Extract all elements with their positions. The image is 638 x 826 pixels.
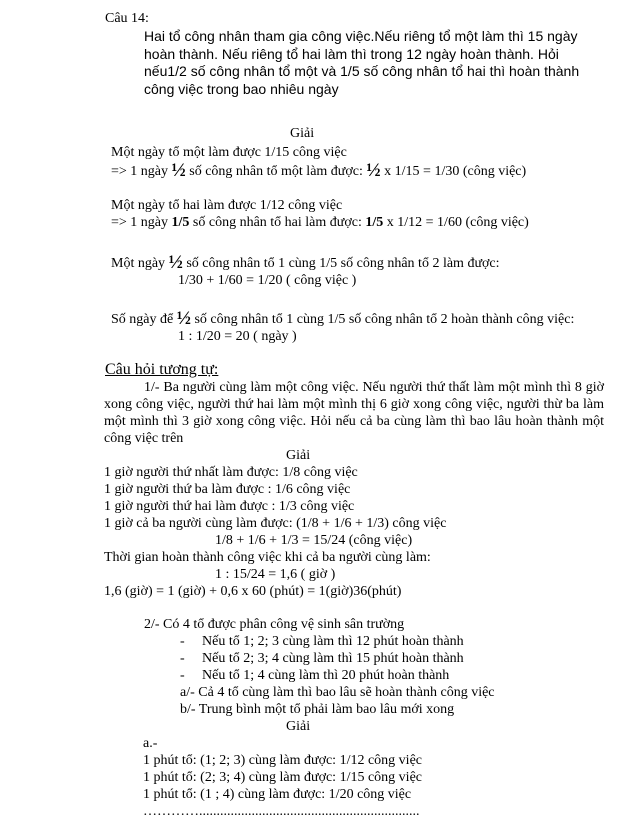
question-label: Câu 14: [105, 11, 149, 26]
solution-line: 1/30 + 1/60 = 1/20 ( công việc ) [178, 273, 357, 288]
question-b: b/- Trung bình một tổ phải làm bao lâu mới xong [180, 702, 455, 717]
solution-line: => 1 ngày ½ số công nhân tổ một làm được: ½ x 1/15 = 1/30 (công việc) [111, 160, 527, 181]
solution-line: => 1 ngày 1/5 số công nhân tổ hai làm được: 1/5 x 1/12 = 1/60 (công việc) [111, 215, 529, 230]
problem-line-3: nếu1/2 số công nhân tổ một và 1/5 số công nhân tổ hai thì hoàn thành [144, 63, 580, 79]
solution-line: 1 giờ người thứ nhất làm được: 1/8 công việc [104, 465, 358, 480]
solution-line: 1 giờ người thứ hai làm được : 1/3 công việc [104, 499, 355, 514]
solution-line: 1 giờ người thứ ba làm được : 1/6 công việc [104, 482, 351, 497]
dotted-line: …………............................................................... [143, 804, 420, 819]
solution-line: 1 phút tổ: (1; 2; 3) cùng làm được: 1/12 công việc [143, 753, 422, 768]
list-item: Nếu tổ 1; 4 cùng làm thì 20 phút hoàn thành [202, 668, 450, 683]
solution-line: Số ngày để ½ số công nhân tổ 1 cùng 1/5 số công nhân tổ 2 hoàn thành công việc: [111, 308, 575, 329]
problem-line-1: Hai tổ công nhân tham gia công việc.Nếu riêng tổ một làm thì 15 ngày [144, 28, 578, 44]
solution-line: 1 : 15/24 = 1,6 ( giờ ) [215, 567, 336, 582]
problem-line: 2/- Có 4 tổ được phân công vệ sinh sân trường [144, 617, 405, 632]
solution-line: Một ngày tổ hai làm được 1/12 công việc [111, 198, 343, 213]
solution-heading: Giải [286, 448, 311, 463]
section-heading: Câu hỏi tương tự: [105, 361, 219, 378]
solution-line: 1 phút tổ: (2; 3; 4) cùng làm được: 1/15 công việc [143, 770, 422, 785]
list-bullet: - [180, 651, 185, 666]
list-item: Nếu tổ 2; 3; 4 cùng làm thì 15 phút hoàn thành [202, 651, 464, 666]
solution-line: 1 giờ cả ba người cùng làm được: (1/8 + 1/6 + 1/3) công việc [104, 516, 447, 531]
problem-paragraph: 1/- Ba người cùng làm một công việc. Nếu người thứ thất làm một mình thì 8 giờ xong công việc, người thứ hai làm một mình thị 6 giờ xong công việc, người thừ ba làm một mình thì 3 giờ xong công việc. Hỏi nếu cả ba cùng làm thì bao lâu hoàn thành một công việc trên [104, 380, 604, 446]
solution-line: 1,6 (giờ) = 1 (giờ) + 0,6 x 60 (phút) = 1(giờ)36(phút) [104, 584, 402, 599]
solution-line: 1/8 + 1/6 + 1/3 = 15/24 (công việc) [215, 533, 413, 548]
part-label: a.- [143, 736, 158, 751]
solution-line: Thời gian hoàn thành công việc khi cả ba người cùng làm: [104, 550, 431, 565]
question-a: a/- Cả 4 tổ cùng làm thì bao lâu sẽ hoàn thành công việc [180, 685, 495, 700]
problem-line-2: hoàn thành. Nếu riêng tổ hai làm thì trong 12 ngày hoàn thành. Hỏi [144, 45, 559, 62]
solution-line: Một ngày ½ số công nhân tổ 1 cùng 1/5 số công nhân tổ 2 làm được: [111, 252, 500, 273]
solution-line: Một ngày tổ một làm được 1/15 công việc [111, 145, 347, 160]
list-bullet: - [180, 668, 185, 683]
list-bullet: - [180, 634, 185, 649]
solution-line: 1 : 1/20 = 20 ( ngày ) [178, 329, 297, 344]
solution-heading: Giải [286, 719, 311, 734]
problem-line-4: công việc trong bao nhiêu ngày [144, 80, 339, 97]
solution-heading: Giải [290, 126, 315, 141]
list-item: Nếu tổ 1; 2; 3 cùng làm thì 12 phút hoàn thành [202, 634, 464, 649]
solution-line: 1 phút tổ: (1 ; 4) cùng làm được: 1/20 công việc [143, 787, 412, 802]
